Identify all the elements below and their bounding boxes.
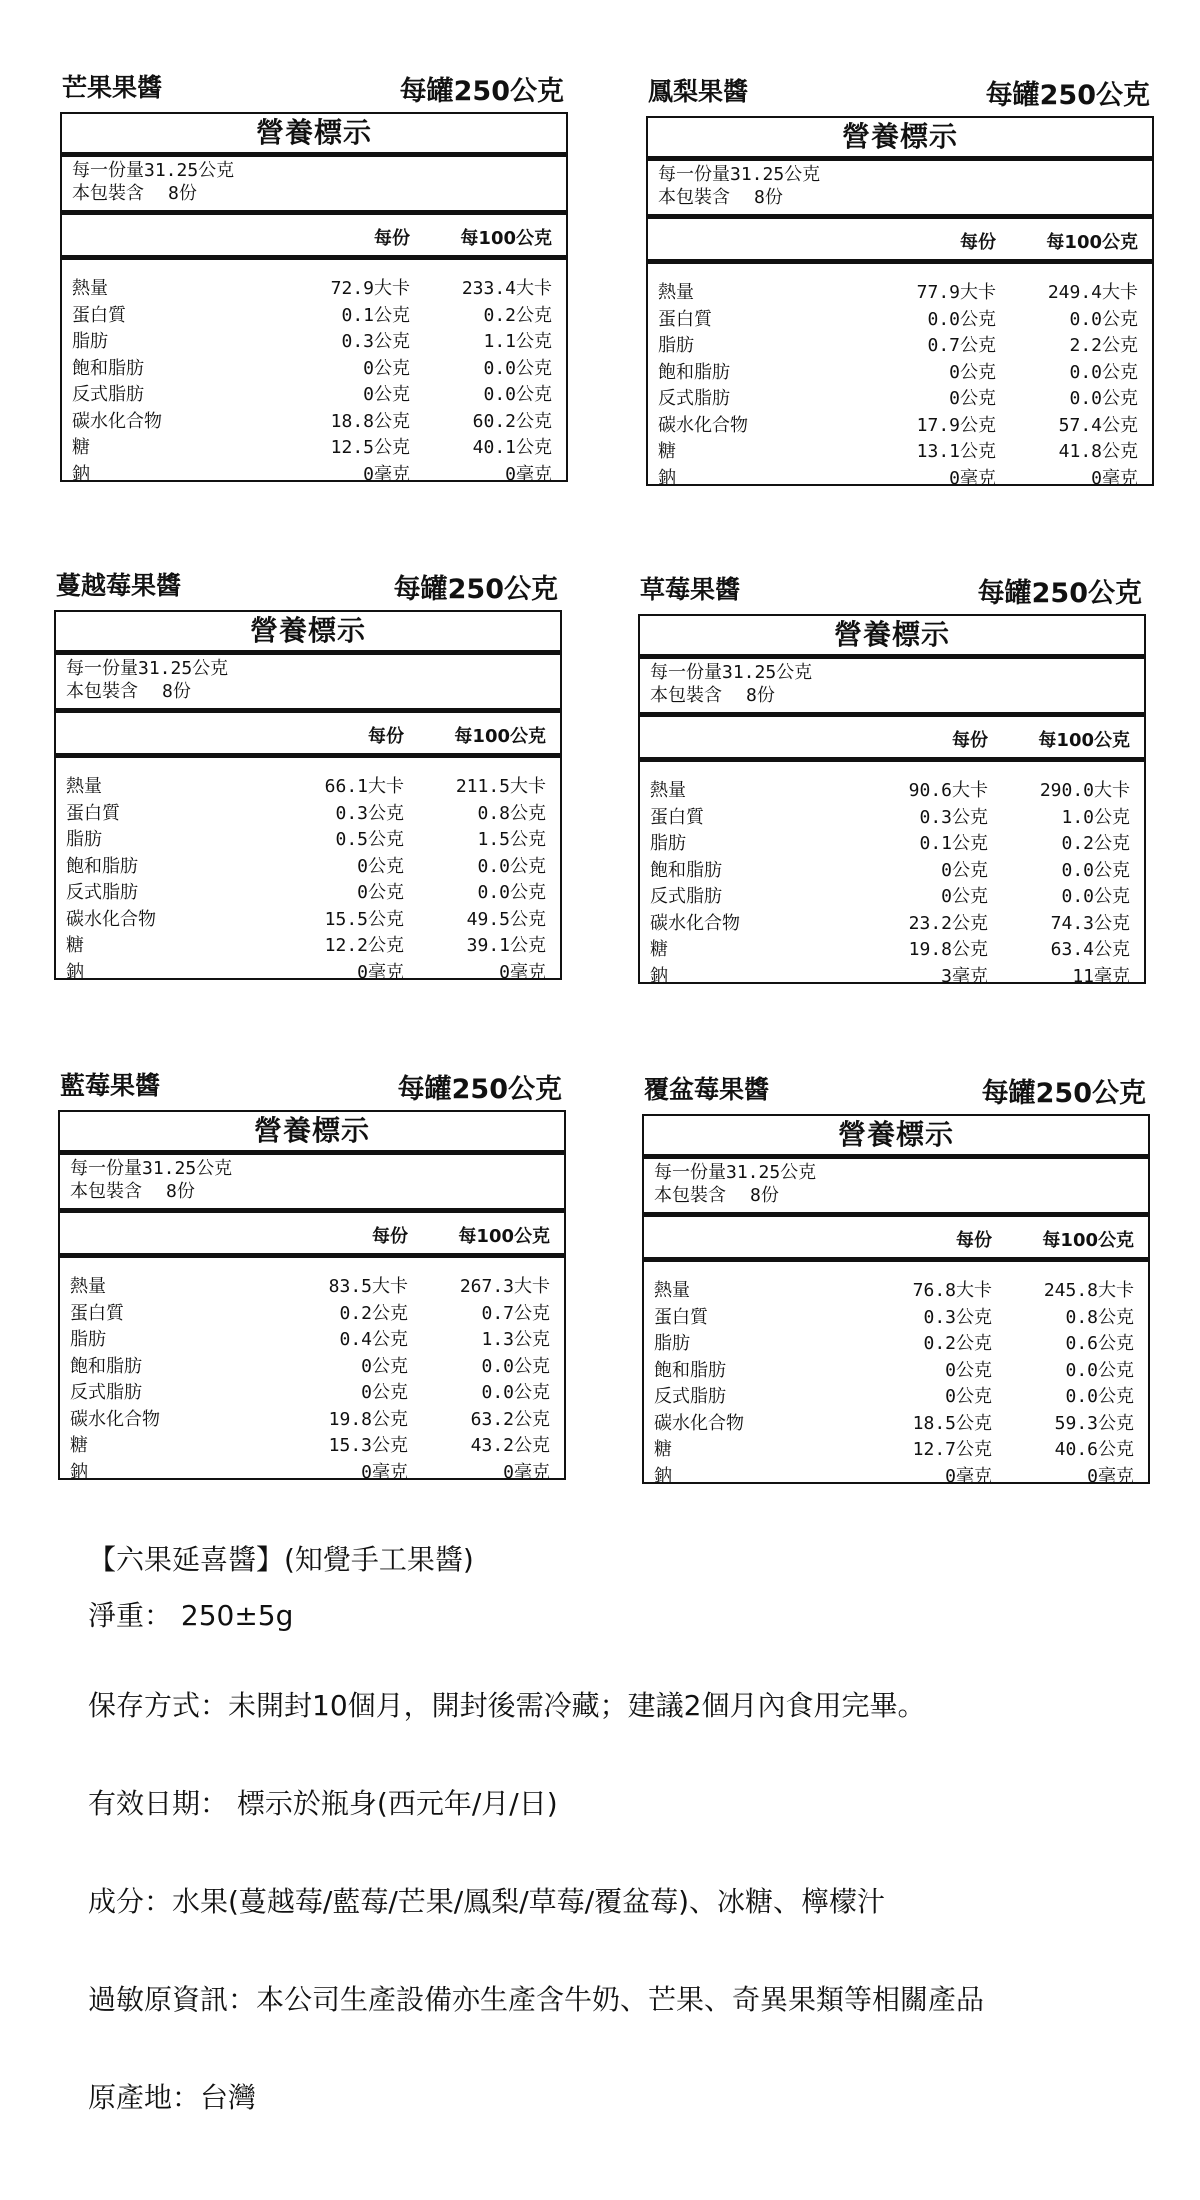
nutrient-row: [648, 464, 1152, 491]
nutrient-row: [644, 1276, 1148, 1303]
per-serving-value: 0公克: [949, 388, 996, 409]
nutrient-row: [648, 411, 1152, 438]
servings-prefix: 本包裝含: [650, 685, 722, 706]
nutrition-table: [646, 116, 1154, 489]
per-serving-value: 0.1公克: [919, 833, 988, 854]
nutrient-label: 碳水化合物: [66, 908, 156, 930]
net-weight: 淨重： 250±5g: [88, 1599, 294, 1632]
per-100g-value: 59.3公克: [1054, 1412, 1134, 1434]
column-headers: [60, 1213, 564, 1258]
storage-info: 保存方式：未開封10個月，開封後需冷藏；建議2個月內食用完畢。: [88, 1689, 926, 1722]
nutrition-panel: [60, 68, 568, 485]
nutrient-label: 蛋白質: [654, 1306, 708, 1328]
per-serving-value: 0毫克: [361, 1461, 408, 1483]
per-serving-value: 18.5公克: [912, 1412, 992, 1434]
nutrient-row: [644, 1462, 1148, 1489]
nutrient-label: 反式脂肪: [658, 388, 730, 409]
net-per-jar: 每罐250公克: [397, 1074, 562, 1105]
serving-size: 每一份量31.25公克: [658, 164, 821, 185]
nutrient-label: 蛋白質: [72, 304, 126, 326]
per-serving-value: 15.5公克: [324, 908, 404, 930]
per-serving-value: 0公克: [363, 357, 410, 379]
net-per-jar: 每罐250公克: [393, 574, 558, 605]
per-100g-value: 41.8公克: [1058, 441, 1138, 462]
nutrition-table: [58, 1110, 566, 1483]
per-serving-value: 0.1公克: [341, 304, 410, 326]
per-serving-value: 83.5大卡: [328, 1276, 408, 1297]
servings-per-pack: [658, 186, 1142, 209]
per-100g-value: 0.0公克: [1061, 859, 1130, 881]
nutrient-label: 熱量: [70, 1276, 106, 1297]
nutrient-label: 飽和脂肪: [72, 357, 144, 379]
per-100g-value: 63.4公克: [1050, 939, 1130, 960]
nutrient-label: 糖: [72, 437, 90, 458]
nutrient-row: [56, 905, 560, 932]
nutrient-label: 鈉: [70, 1461, 88, 1483]
nutrient-row: [56, 878, 560, 905]
nutrient-label: 鈉: [66, 961, 84, 983]
product-name: 鳳梨果醬: [648, 77, 749, 106]
nutrient-row: [640, 776, 1144, 803]
servings-per-pack: [70, 1180, 554, 1203]
servings-per-pack: [72, 182, 556, 205]
serving-info: [640, 659, 1144, 707]
col-per-100g: 每100公克: [458, 1226, 550, 1247]
nutrient-label: 糖: [654, 1439, 672, 1460]
nutrient-row: [60, 1272, 564, 1299]
per-100g-value: 0.0公克: [483, 384, 552, 405]
nutrition-heading: 營養標示: [56, 612, 560, 655]
origin-info: 原產地：台灣: [88, 2081, 257, 2114]
per-serving-value: 0.0公克: [927, 308, 996, 330]
per-100g-value: 0.0公克: [1069, 361, 1138, 383]
per-serving-value: 0公克: [945, 1386, 992, 1407]
per-100g-value: 2.2公克: [1069, 335, 1138, 356]
nutrient-row: [62, 354, 566, 381]
nutrient-row: [640, 856, 1144, 883]
per-100g-value: 43.2公克: [470, 1435, 550, 1456]
servings-count: 8份: [166, 1181, 195, 1202]
col-per-serving: 每份: [956, 1230, 992, 1251]
expiry-info: 有效日期： 標示於瓶身(西元年/月/日): [88, 1787, 558, 1820]
nutrition-table: [638, 614, 1146, 987]
nutrient-row: [62, 301, 566, 328]
nutrient-row: [648, 331, 1152, 358]
nutrient-row: [56, 852, 560, 879]
serving-size: 每一份量31.25公克: [66, 658, 229, 679]
per-serving-value: 0公克: [941, 859, 988, 881]
nutrient-row: [60, 1378, 564, 1405]
per-100g-value: 0.0公克: [1061, 886, 1130, 907]
nutrient-rows: [56, 758, 560, 984]
per-100g-value: 0.0公克: [1069, 388, 1138, 409]
col-per-100g: 每100公克: [1042, 1230, 1134, 1251]
per-100g-value: 0毫克: [503, 1461, 550, 1483]
per-100g-value: 40.1公克: [472, 437, 552, 458]
per-100g-value: 57.4公克: [1058, 414, 1138, 436]
nutrient-row: [640, 935, 1144, 962]
panel-title-bar: [642, 1070, 1150, 1114]
per-100g-value: 74.3公克: [1050, 912, 1130, 934]
column-headers: [56, 713, 560, 758]
per-100g-value: 0.0公克: [1065, 1359, 1134, 1381]
nutrient-label: 碳水化合物: [658, 414, 748, 436]
per-serving-value: 0.3公克: [341, 331, 410, 352]
servings-prefix: 本包裝含: [66, 681, 138, 702]
servings-prefix: 本包裝含: [658, 187, 730, 208]
per-serving-value: 0公克: [361, 1382, 408, 1403]
per-serving-value: 0.2公克: [339, 1302, 408, 1324]
nutrition-table: [60, 112, 568, 485]
nutrient-label: 飽和脂肪: [70, 1355, 142, 1377]
per-serving-value: 0.2公克: [923, 1333, 992, 1354]
per-100g-value: 0.0公克: [483, 357, 552, 379]
nutrition-table: [54, 610, 562, 983]
per-100g-value: 1.1公克: [483, 331, 552, 352]
per-serving-value: 15.3公克: [328, 1435, 408, 1456]
nutrient-label: 蛋白質: [650, 806, 704, 828]
nutrient-label: 脂肪: [72, 331, 108, 352]
nutrition-panel: [642, 1070, 1150, 1487]
nutrient-row: [56, 931, 560, 958]
nutrient-row: [640, 962, 1144, 989]
col-per-serving: 每份: [374, 228, 410, 249]
nutrient-label: 飽和脂肪: [650, 859, 722, 881]
serving-size: 每一份量31.25公克: [72, 160, 235, 181]
nutrient-label: 蛋白質: [658, 308, 712, 330]
nutrient-label: 脂肪: [658, 335, 694, 356]
per-100g-value: 249.4大卡: [1047, 282, 1138, 303]
nutrient-row: [640, 829, 1144, 856]
serving-size: 每一份量31.25公克: [650, 662, 813, 683]
nutrient-row: [648, 278, 1152, 305]
per-serving-value: 0毫克: [363, 463, 410, 485]
nutrient-rows: [644, 1262, 1148, 1488]
per-100g-value: 267.3大卡: [459, 1276, 550, 1297]
column-headers: [62, 215, 566, 260]
per-100g-value: 0.8公克: [477, 802, 546, 824]
servings-count: 8份: [750, 1185, 779, 1206]
servings-count: 8份: [746, 685, 775, 706]
nutrient-label: 反式脂肪: [66, 882, 138, 903]
per-serving-value: 12.5公克: [330, 437, 410, 458]
column-headers: [640, 717, 1144, 762]
per-100g-value: 233.4大卡: [461, 278, 552, 299]
nutrient-label: 糖: [70, 1435, 88, 1456]
nutrient-rows: [648, 264, 1152, 490]
col-per-serving: 每份: [952, 730, 988, 751]
col-per-100g: 每100公克: [460, 228, 552, 249]
nutrient-label: 蛋白質: [70, 1302, 124, 1324]
servings-per-pack: [66, 680, 550, 703]
nutrition-panel: [54, 566, 562, 983]
nutrient-row: [60, 1458, 564, 1485]
per-serving-value: 0公克: [363, 384, 410, 405]
product-name: 芒果果醬: [62, 73, 163, 102]
nutrient-row: [56, 825, 560, 852]
nutrient-label: 熱量: [658, 282, 694, 303]
per-100g-value: 0.2公克: [483, 304, 552, 326]
per-serving-value: 0毫克: [357, 961, 404, 983]
nutrient-row: [644, 1303, 1148, 1330]
per-serving-value: 19.8公克: [328, 1408, 408, 1430]
per-serving-value: 0公克: [357, 855, 404, 877]
nutrient-label: 熱量: [66, 776, 102, 797]
nutrient-label: 反式脂肪: [72, 384, 144, 405]
nutrient-label: 熱量: [654, 1280, 690, 1301]
per-serving-value: 0公克: [361, 1355, 408, 1377]
nutrient-row: [60, 1405, 564, 1432]
serving-info: [56, 655, 560, 703]
serving-size: 每一份量31.25公克: [70, 1158, 233, 1179]
nutrition-heading: 營養標示: [60, 1112, 564, 1155]
nutrition-heading: 營養標示: [640, 616, 1144, 659]
allergen-info: 過敏原資訊：本公司生產設備亦生產含牛奶、芒果、奇異果類等相關產品: [88, 1983, 985, 2016]
per-serving-value: 0.3公克: [923, 1306, 992, 1328]
per-serving-value: 76.8大卡: [912, 1280, 992, 1301]
nutrition-heading: 營養標示: [62, 114, 566, 157]
nutrient-row: [644, 1356, 1148, 1383]
nutrition-heading: 營養標示: [648, 118, 1152, 161]
nutrient-row: [648, 305, 1152, 332]
product-name: 草莓果醬: [640, 575, 741, 604]
nutrient-rows: [640, 762, 1144, 988]
per-100g-value: 1.3公克: [481, 1329, 550, 1350]
nutrient-row: [644, 1329, 1148, 1356]
nutrient-row: [60, 1299, 564, 1326]
per-100g-value: 0.0公克: [1065, 1386, 1134, 1407]
per-100g-value: 0.6公克: [1065, 1333, 1134, 1354]
nutrient-label: 鈉: [650, 965, 668, 987]
nutrient-row: [62, 407, 566, 434]
col-per-serving: 每份: [960, 232, 996, 253]
net-per-jar: 每罐250公克: [399, 76, 564, 107]
per-100g-value: 1.5公克: [477, 829, 546, 850]
per-serving-value: 0公克: [949, 361, 996, 383]
nutrient-row: [62, 380, 566, 407]
per-100g-value: 11毫克: [1072, 965, 1130, 987]
per-serving-value: 0.4公克: [339, 1329, 408, 1350]
per-100g-value: 290.0大卡: [1039, 780, 1130, 801]
ingredients-info: 成分：水果(蔓越莓/藍莓/芒果/鳳梨/草莓/覆盆莓)、冰糖、檸檬汁: [88, 1885, 886, 1918]
per-serving-value: 19.8公克: [908, 939, 988, 960]
nutrient-row: [60, 1325, 564, 1352]
nutrition-heading: 營養標示: [644, 1116, 1148, 1159]
col-per-serving: 每份: [368, 726, 404, 747]
panel-title-bar: [58, 1066, 566, 1110]
nutrient-label: 熱量: [72, 278, 108, 299]
nutrient-row: [56, 799, 560, 826]
nutrient-row: [62, 327, 566, 354]
nutrient-row: [56, 958, 560, 985]
per-100g-value: 0毫克: [1091, 467, 1138, 489]
nutrient-row: [648, 358, 1152, 385]
nutrient-label: 脂肪: [654, 1333, 690, 1354]
nutrient-row: [62, 433, 566, 460]
nutrient-row: [648, 437, 1152, 464]
serving-size: 每一份量31.25公克: [654, 1162, 817, 1183]
nutrient-label: 糖: [650, 939, 668, 960]
nutrient-label: 飽和脂肪: [66, 855, 138, 877]
nutrition-panel: [646, 72, 1154, 489]
servings-count: 8份: [754, 187, 783, 208]
per-serving-value: 12.7公克: [912, 1439, 992, 1460]
nutrient-rows: [62, 260, 566, 486]
per-100g-value: 0.0公克: [1069, 308, 1138, 330]
nutrient-label: 飽和脂肪: [654, 1359, 726, 1381]
product-name: 藍莓果醬: [60, 1071, 161, 1100]
nutrient-label: 反式脂肪: [70, 1382, 142, 1403]
nutrient-row: [644, 1382, 1148, 1409]
col-per-100g: 每100公克: [1046, 232, 1138, 253]
per-100g-value: 0.0公克: [481, 1355, 550, 1377]
per-serving-value: 0公克: [357, 882, 404, 903]
nutrient-label: 鈉: [654, 1465, 672, 1487]
product-name: 蔓越莓果醬: [56, 571, 182, 600]
net-per-jar: 每罐250公克: [977, 578, 1142, 609]
nutrient-row: [60, 1431, 564, 1458]
nutrient-label: 飽和脂肪: [658, 361, 730, 383]
per-100g-value: 0毫克: [1087, 1465, 1134, 1487]
per-serving-value: 72.9大卡: [330, 278, 410, 299]
nutrient-row: [60, 1352, 564, 1379]
per-100g-value: 0.8公克: [1065, 1306, 1134, 1328]
nutrient-row: [62, 460, 566, 487]
per-100g-value: 63.2公克: [470, 1408, 550, 1430]
per-serving-value: 90.6大卡: [908, 780, 988, 801]
per-100g-value: 49.5公克: [466, 908, 546, 930]
nutrient-label: 脂肪: [66, 829, 102, 850]
nutrition-table: [642, 1114, 1150, 1487]
per-100g-value: 245.8大卡: [1043, 1280, 1134, 1301]
nutrient-label: 碳水化合物: [650, 912, 740, 934]
per-100g-value: 211.5大卡: [455, 776, 546, 797]
per-serving-value: 77.9大卡: [916, 282, 996, 303]
serving-info: [60, 1155, 564, 1203]
per-serving-value: 0.3公克: [335, 802, 404, 824]
panel-title-bar: [646, 72, 1154, 116]
panel-title-bar: [638, 570, 1146, 614]
product-title: 【六果延喜醬】(知覺手工果醬): [88, 1543, 474, 1576]
per-serving-value: 0.3公克: [919, 806, 988, 828]
nutrient-row: [640, 882, 1144, 909]
nutrient-label: 鈉: [72, 463, 90, 485]
nutrition-panel: [58, 1066, 566, 1483]
per-100g-value: 60.2公克: [472, 410, 552, 432]
per-serving-value: 3毫克: [941, 965, 988, 987]
nutrient-label: 糖: [658, 441, 676, 462]
nutrition-panel: [638, 570, 1146, 987]
per-serving-value: 17.9公克: [916, 414, 996, 436]
nutrient-row: [56, 772, 560, 799]
per-serving-value: 23.2公克: [908, 912, 988, 934]
per-100g-value: 0.0公克: [477, 855, 546, 877]
per-serving-value: 0毫克: [949, 467, 996, 489]
per-serving-value: 0.7公克: [927, 335, 996, 356]
servings-per-pack: [650, 684, 1134, 707]
servings-count: 8份: [168, 183, 197, 204]
servings-prefix: 本包裝含: [72, 183, 144, 204]
per-serving-value: 66.1大卡: [324, 776, 404, 797]
nutrient-row: [644, 1409, 1148, 1436]
nutrient-row: [640, 803, 1144, 830]
servings-prefix: 本包裝含: [654, 1185, 726, 1206]
column-headers: [648, 219, 1152, 264]
col-per-100g: 每100公克: [454, 726, 546, 747]
per-100g-value: 40.6公克: [1054, 1439, 1134, 1460]
nutrient-row: [62, 274, 566, 301]
nutrient-label: 碳水化合物: [72, 410, 162, 432]
net-per-jar: 每罐250公克: [985, 80, 1150, 111]
nutrient-row: [644, 1435, 1148, 1462]
nutrient-label: 碳水化合物: [654, 1412, 744, 1434]
nutrient-row: [640, 909, 1144, 936]
per-100g-value: 0.0公克: [477, 882, 546, 903]
per-serving-value: 0公克: [941, 886, 988, 907]
nutrient-label: 碳水化合物: [70, 1408, 160, 1430]
serving-info: [62, 157, 566, 205]
per-100g-value: 39.1公克: [466, 935, 546, 956]
per-100g-value: 0.0公克: [481, 1382, 550, 1403]
nutrient-rows: [60, 1258, 564, 1484]
servings-prefix: 本包裝含: [70, 1181, 142, 1202]
nutrient-label: 反式脂肪: [654, 1386, 726, 1407]
per-100g-value: 0毫克: [499, 961, 546, 983]
col-per-serving: 每份: [372, 1226, 408, 1247]
nutrient-label: 蛋白質: [66, 802, 120, 824]
serving-info: [644, 1159, 1148, 1207]
col-per-100g: 每100公克: [1038, 730, 1130, 751]
per-serving-value: 0.5公克: [335, 829, 404, 850]
nutrient-label: 脂肪: [650, 833, 686, 854]
panel-title-bar: [60, 68, 568, 112]
panel-title-bar: [54, 566, 562, 610]
per-100g-value: 0毫克: [505, 463, 552, 485]
column-headers: [644, 1217, 1148, 1262]
servings-per-pack: [654, 1184, 1138, 1207]
nutrient-label: 鈉: [658, 467, 676, 489]
per-serving-value: 0公克: [945, 1359, 992, 1381]
nutrient-label: 熱量: [650, 780, 686, 801]
nutrient-row: [648, 384, 1152, 411]
product-name: 覆盆莓果醬: [644, 1075, 770, 1104]
nutrient-label: 反式脂肪: [650, 886, 722, 907]
servings-count: 8份: [162, 681, 191, 702]
per-serving-value: 18.8公克: [330, 410, 410, 432]
per-serving-value: 0毫克: [945, 1465, 992, 1487]
per-100g-value: 0.2公克: [1061, 833, 1130, 854]
nutrient-label: 脂肪: [70, 1329, 106, 1350]
serving-info: [648, 161, 1152, 209]
per-100g-value: 1.0公克: [1061, 806, 1130, 828]
net-per-jar: 每罐250公克: [981, 1078, 1146, 1109]
per-serving-value: 13.1公克: [916, 441, 996, 462]
per-100g-value: 0.7公克: [481, 1302, 550, 1324]
per-serving-value: 12.2公克: [324, 935, 404, 956]
nutrient-label: 糖: [66, 935, 84, 956]
